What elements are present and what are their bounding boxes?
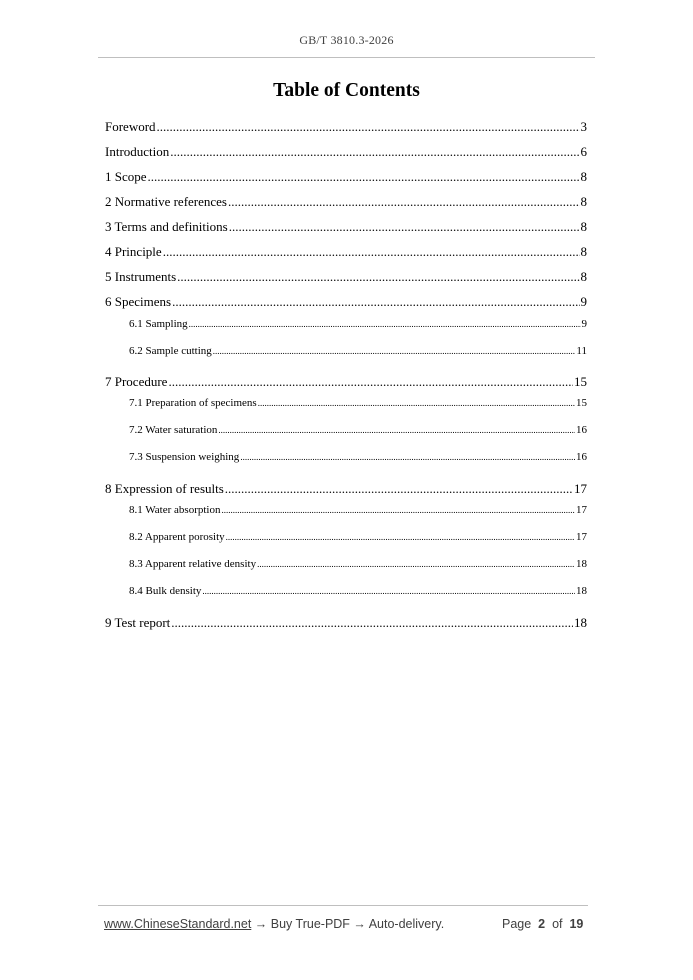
toc-leader-dots <box>218 424 575 436</box>
toc-entry-page: 18 <box>576 585 587 597</box>
promo-text: → Buy True-PDF → Auto-delivery. <box>251 917 445 931</box>
of-word: of <box>552 917 563 931</box>
toc-leader-dots <box>225 481 573 497</box>
toc-leader-dots <box>202 585 575 597</box>
toc-entry-expression-of-results[interactable] <box>105 481 587 497</box>
toc-leader-dots <box>221 504 575 516</box>
toc-entry-label: 5 Instruments <box>105 269 177 284</box>
toc-entry-normative-references[interactable] <box>105 194 587 210</box>
toc-leader-dots <box>229 219 580 235</box>
toc-entry-label: 8.4 Bulk density <box>129 585 202 597</box>
toc-entry-page: 17 <box>576 504 587 516</box>
toc-entry-apparent-porosity[interactable] <box>129 531 587 543</box>
toc-leader-dots <box>168 374 573 390</box>
toc-entry-label: 7.1 Preparation of specimens <box>129 397 257 409</box>
toc-leader-dots <box>148 169 580 185</box>
toc-entry-introduction[interactable] <box>105 144 587 160</box>
toc-entry-sampling[interactable] <box>129 318 587 330</box>
toc-entry-page: 6 <box>580 144 587 159</box>
toc-entry-label: 3 Terms and definitions <box>105 219 228 234</box>
toc-entry-page: 15 <box>574 374 587 389</box>
toc-entry-label: Introduction <box>105 144 170 159</box>
running-header: GB/T 3810.3-2026 <box>299 33 394 47</box>
toc-entry-page: 8 <box>580 169 587 184</box>
toc-entry-label: 6 Specimens <box>105 294 172 309</box>
toc-entry-page: 15 <box>576 397 587 409</box>
toc-entry-label: 1 Scope <box>105 169 147 184</box>
toc-entry-label: 7.2 Water saturation <box>129 424 218 436</box>
toc-entry-apparent-relative-density[interactable] <box>129 558 587 570</box>
toc-entry-page: 18 <box>576 558 587 570</box>
toc-entry-sample-cutting[interactable] <box>129 345 587 357</box>
header-divider <box>98 57 595 58</box>
toc-leader-dots <box>240 451 575 463</box>
toc-leader-dots <box>258 397 575 409</box>
page-title: Table of Contents <box>273 80 420 101</box>
toc-leader-dots <box>177 269 579 285</box>
page-word: Page <box>502 917 532 931</box>
toc-entry-label: 8.1 Water absorption <box>129 504 221 516</box>
toc-leader-dots <box>170 144 579 160</box>
toc-entry-label: 8.3 Apparent relative density <box>129 558 257 570</box>
toc-entry-water-saturation[interactable] <box>129 424 587 436</box>
toc-entry-label: 6.1 Sampling <box>129 318 188 330</box>
toc-entry-scope[interactable] <box>105 169 587 185</box>
toc-entry-label: 4 Principle <box>105 244 162 259</box>
toc-entry-label: Foreword <box>105 119 156 134</box>
toc-entry-page: 18 <box>574 615 587 630</box>
toc-entry-page: 16 <box>576 424 587 436</box>
page-number <box>502 917 583 931</box>
toc-leader-dots <box>228 194 580 210</box>
toc-entry-page: 8 <box>580 244 587 259</box>
toc-leader-dots <box>213 345 576 357</box>
page-current: 2 <box>538 917 546 931</box>
toc-leader-dots <box>226 531 575 543</box>
toc-entry-water-absorption[interactable] <box>129 504 587 516</box>
toc-entry-label: 7 Procedure <box>105 374 168 389</box>
toc-entry-preparation-of-specimens[interactable] <box>129 397 587 409</box>
toc-entry-page: 8 <box>580 219 587 234</box>
toc-entry-label: 9 Test report <box>105 615 171 630</box>
toc-entry-test-report[interactable] <box>105 615 587 631</box>
toc-entry-page: 9 <box>581 318 587 330</box>
toc-entry-label: 2 Normative references <box>105 194 227 209</box>
toc-entry-label: 7.3 Suspension weighing <box>129 451 240 463</box>
toc-entry-page: 8 <box>580 194 587 209</box>
toc-entry-label: 8.2 Apparent porosity <box>129 531 225 543</box>
footer-divider <box>98 905 588 906</box>
toc-leader-dots <box>163 244 580 260</box>
toc-leader-dots <box>189 318 581 330</box>
toc-entry-label: 8 Expression of results <box>105 481 224 496</box>
site-link[interactable]: www.ChineseStandard.net <box>104 917 252 931</box>
toc-entry-page: 8 <box>580 269 587 284</box>
toc-entry-specimens[interactable] <box>105 294 587 310</box>
footer-promo <box>104 917 444 931</box>
toc-leader-dots <box>172 294 579 310</box>
toc-entry-foreword[interactable] <box>105 119 587 135</box>
toc-entry-page: 11 <box>576 345 587 357</box>
toc-entry-suspension-weighing[interactable] <box>129 451 587 463</box>
toc-entry-page: 17 <box>574 481 587 496</box>
page-total: 19 <box>569 917 584 931</box>
toc-entry-page: 17 <box>576 531 587 543</box>
toc-entry-principle[interactable] <box>105 244 587 260</box>
toc-entry-terms-and-definitions[interactable] <box>105 219 587 235</box>
toc-entry-procedure[interactable] <box>105 374 587 390</box>
toc-entry-page: 9 <box>580 294 587 309</box>
toc-entry-instruments[interactable] <box>105 269 587 285</box>
toc-entry-label: 6.2 Sample cutting <box>129 345 212 357</box>
toc-leader-dots <box>257 558 575 570</box>
toc-entry-page: 3 <box>580 119 587 134</box>
toc-entry-bulk-density[interactable] <box>129 585 587 597</box>
toc-entry-page: 16 <box>576 451 587 463</box>
toc-leader-dots <box>171 615 573 631</box>
toc-leader-dots <box>157 119 580 135</box>
